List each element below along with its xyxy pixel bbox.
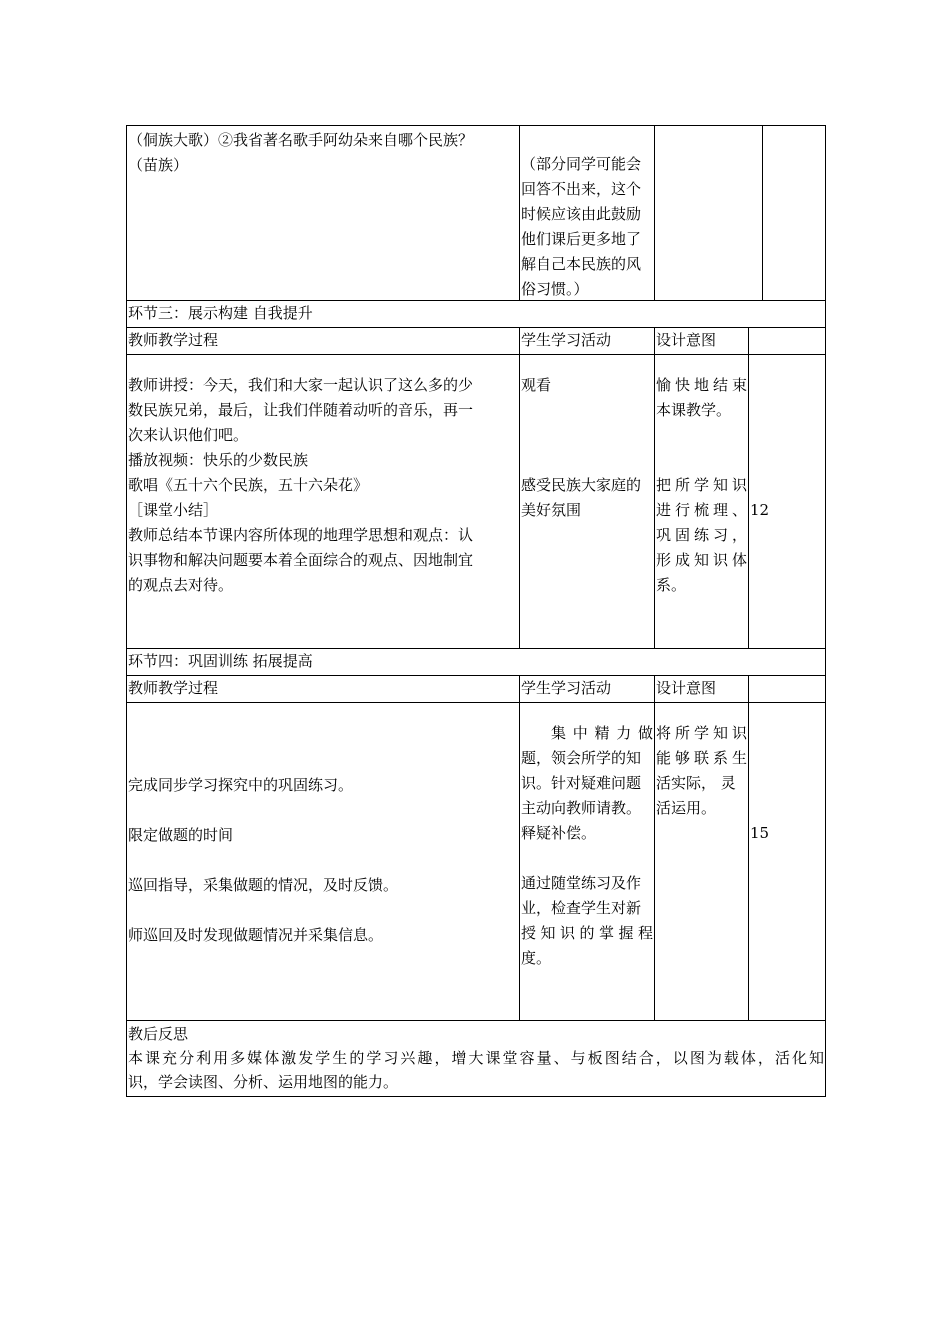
section4-header-design	[654, 675, 749, 703]
row1-design-cell	[654, 125, 763, 301]
reflection-line: 本课充分利用多媒体激发学生的学习兴趣，增大课堂容量、与板图结合，以图为载体，活化知	[128, 1049, 824, 1067]
row1-student-cell	[519, 125, 655, 301]
section3-teacher-line: 数民族兄弟，最后，让我们伴随着动听的音乐，再一	[128, 401, 474, 419]
row1-time-cell	[762, 125, 826, 301]
section4-teacher-line: 巡回指导，采集做题的情况，及时反馈。	[128, 876, 399, 894]
header-teacher-label: 教师教学过程	[128, 679, 219, 697]
section3-student-line: 感受民族大家庭的	[521, 476, 642, 494]
header-design-label: 设计意图	[656, 679, 717, 697]
section3-time-value: 12	[750, 501, 770, 519]
section3-time-cell	[748, 354, 826, 649]
section4-student-line: 业，检查学生对新	[521, 899, 642, 917]
reflection-title: 教后反思	[128, 1025, 189, 1043]
header-student-label: 学生学习活动	[521, 331, 612, 349]
row1-student-line: 解自己本民族的风	[521, 255, 642, 273]
section3-design-line: 把所学知识	[656, 476, 747, 494]
section4-teacher-line: 师巡回及时发现做题情况并采集信息。	[128, 926, 384, 944]
section4-student-line: 主动向教师请教。	[521, 799, 642, 817]
section4-design-line: 将所学知识	[656, 724, 747, 742]
header-design-label: 设计意图	[656, 331, 717, 349]
section4-student-line: 识。针对疑难问题	[521, 774, 642, 792]
section3-header-design	[654, 327, 749, 355]
section3-design-line: 巩固练习，	[656, 526, 747, 544]
section3-design-cell	[654, 354, 749, 649]
section3-header-teacher	[126, 327, 520, 355]
section3-design-line: 形成知识体	[656, 551, 747, 569]
section4-title: 环节四：巩固训练 拓展提高	[128, 652, 313, 670]
section4-header-teacher	[126, 675, 520, 703]
section3-teacher-line: 教师总结本节课内容所体现的地理学思想和观点：认	[128, 526, 474, 544]
section4-student-line: 授知识的掌握程	[521, 924, 653, 942]
section3-teacher-cell	[126, 354, 520, 649]
section4-title-cell	[126, 648, 826, 676]
section3-design-line: 系。	[656, 576, 687, 594]
section4-time-cell	[748, 702, 826, 1021]
section4-design-cell	[654, 702, 749, 1021]
section4-student-line: 释疑补偿。	[521, 824, 597, 842]
header-teacher-label: 教师教学过程	[128, 331, 219, 349]
section4-teacher-cell	[126, 702, 520, 1021]
section4-teacher-line: 完成同步学习探究中的巩固练习。	[128, 776, 354, 794]
section3-teacher-line: 歌唱《五十六个民族，五十六朵花》	[128, 476, 369, 494]
row1-teacher-cell	[126, 125, 520, 301]
section3-teacher-line: 播放视频：快乐的少数民族	[128, 451, 309, 469]
row1-student-line: 时候应该由此鼓励	[521, 205, 642, 223]
section4-design-line: 活运用。	[656, 799, 717, 817]
section4-design-line: 能够联系生	[656, 749, 747, 767]
section4-student-line: 度。	[521, 949, 552, 967]
section3-title-cell	[126, 300, 826, 328]
row1-teacher-line: （苗族）	[128, 156, 189, 174]
row1-teacher-line: （侗族大歌）②我省著名歌手阿幼朵来自哪个民族？	[128, 131, 474, 149]
section4-student-line: 题，领会所学的知	[521, 749, 642, 767]
section4-teacher-line: 限定做题的时间	[128, 826, 234, 844]
section4-header-time	[748, 675, 826, 703]
section3-title: 环节三：展示构建 自我提升	[128, 304, 313, 322]
row1-student-line: 俗习惯。）	[521, 280, 589, 298]
section3-header-student	[519, 327, 655, 355]
section3-design-line: 愉快地结束	[656, 376, 747, 394]
header-student-label: 学生学习活动	[521, 679, 612, 697]
section3-student-line: 美好氛围	[521, 501, 582, 519]
reflection-cell	[126, 1020, 826, 1097]
section4-student-line: 集中精力做	[551, 724, 653, 742]
row1-student-line: （部分同学可能会	[521, 155, 642, 173]
section4-student-cell	[519, 702, 655, 1021]
section3-student-line: 观看	[521, 376, 552, 394]
reflection-line: 识，学会读图、分析、运用地图的能力。	[128, 1073, 399, 1091]
section4-header-student	[519, 675, 655, 703]
row1-student-line: 回答不出来，这个	[521, 180, 642, 198]
section3-teacher-line: 识事物和解决问题要本着全面综合的观点、因地制宜	[128, 551, 474, 569]
section4-time-value: 15	[750, 824, 770, 842]
section3-header-time	[748, 327, 826, 355]
section3-teacher-line: ［课堂小结］	[128, 501, 219, 519]
section4-design-line: 活实际， 灵	[656, 774, 736, 792]
section3-teacher-line: 教师讲授：今天，我们和大家一起认识了这么多的少	[128, 376, 474, 394]
section3-teacher-line: 次来认识他们吧。	[128, 426, 249, 444]
section4-student-line: 通过随堂练习及作	[521, 874, 642, 892]
row1-student-line: 他们课后更多地了	[521, 230, 642, 248]
section3-teacher-line: 的观点去对待。	[128, 576, 234, 594]
section3-design-line: 本课教学。	[656, 401, 732, 419]
section3-design-line: 进行梳理、	[656, 501, 747, 519]
section3-student-cell	[519, 354, 655, 649]
